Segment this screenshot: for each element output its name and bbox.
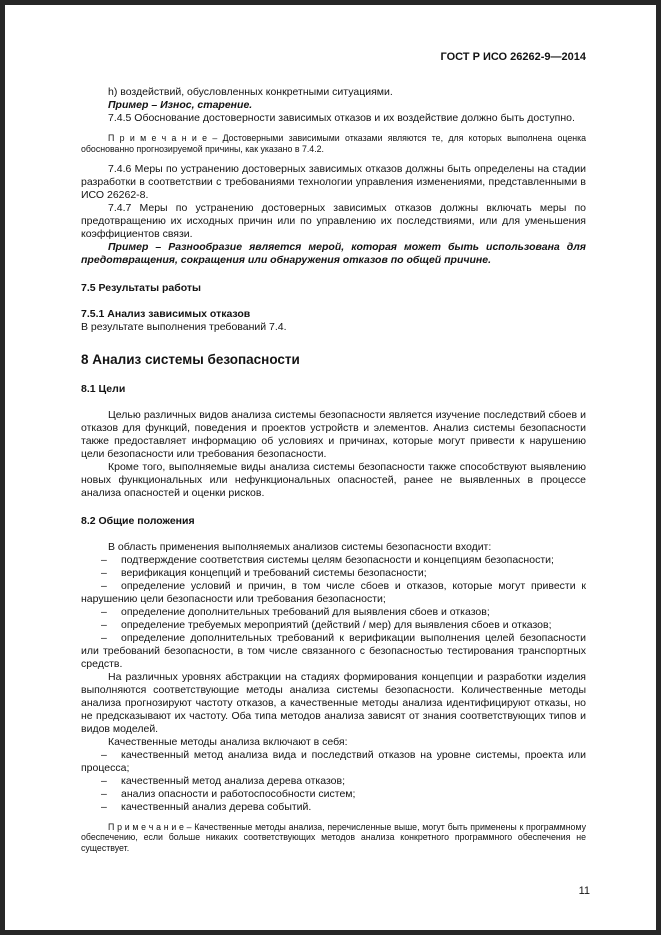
document-content (81, 86, 586, 854)
list-dash-marker: – (101, 631, 107, 644)
paragraph-body: 7.4.6 Меры по устранению достоверных зависимых отказов должны быть определены на стадии разработки в соответствии с требованиями технологии управления изменениями, представленными в ИСО 26262-8. (81, 162, 586, 201)
list-dash-marker: – (101, 605, 107, 618)
paragraph-body: 7.4.5 Обоснование достоверности зависимых отказов и их воздействие должно быть доступно. (108, 112, 575, 124)
paragraph-h2: 7.5 Результаты работы (81, 281, 201, 294)
paragraph-list (81, 801, 586, 814)
paragraph-list (81, 749, 586, 775)
paragraph-h1: 8 Анализ системы безопасности (81, 351, 300, 367)
list-item-text: определение условий и причин, в том числе сбоев и отказов, которые могут привести к нарушению цели безопасности или требования безопасности; (81, 579, 586, 605)
list-item-text: качественный метод анализа дерева отказов; (121, 774, 345, 787)
paragraph-body: Кроме того, выполняемые виды анализа системы безопасности также способствуют выявлению новых функциональных или нефункциональных опасностей, ранее не выявленных в процессе анализа опасностей и оценки рисков. (81, 460, 586, 499)
page-footer (579, 885, 590, 898)
list-item-text: определение требуемых мероприятий (действий / мер) для выявления сбоев и отказов; (121, 618, 552, 631)
paragraph-body: На различных уровнях абстракции на стадиях формирования концепции и разработки изделия выполняются соответствующие методы анализа системы безопасности. Количественные методы анализа прогнозируют частоту отказов, а качественные методы анализа идентифицируют отказы, но не предсказывают их частоту. Оба типа методов анализа зависят от знания соответствующих типов и видов моделей. (81, 670, 586, 735)
list-item-text: определение дополнительных требований для выявления сбоев и отказов; (121, 605, 490, 618)
paragraph-list (81, 632, 586, 671)
list-item-text: анализ опасности и работоспособности систем; (121, 787, 356, 800)
list-dash-marker: – (101, 579, 107, 592)
paragraph-h3: 7.5.1 Анализ зависимых отказов (81, 307, 251, 320)
list-dash-marker: – (101, 774, 107, 787)
page-header (81, 51, 586, 64)
paragraph-h2: 8.2 Общие положения (81, 514, 195, 527)
paragraph-note: П р и м е ч а н и е – Достоверными зависимыми отказами являются те, для которых выполнена оценка обоснованно прогнозируемой причины, как указано в 7.4.2. (81, 133, 586, 154)
paragraph-h2: 8.1 Цели (81, 382, 126, 395)
list-dash-marker: – (101, 553, 107, 566)
list-item-text: определение дополнительных требований к верификации выполнения целей безопасности или требований безопасности, в том числе связанного с безопасностью тестирования транспортных средств. (81, 631, 586, 670)
paragraph-list (81, 775, 586, 788)
paragraph-example: Пример – Износ, старение. (108, 99, 253, 111)
paragraph-example: Пример – Разнообразие является мерой, которая может быть использована для предотвращения, сокращения или обнаружения отказов по общей причине. (81, 240, 586, 266)
paragraph-body: Качественные методы анализа включают в себя: (108, 735, 348, 748)
page-number: 11 (578, 885, 590, 897)
paragraph-list (81, 788, 586, 801)
paragraph-body: 7.4.7 Меры по устранению достоверных зависимых отказов должны включать меры по предотвращению их исходных причин или по управлению их последствиями, или для уменьшения коэффициентов связи. (81, 201, 586, 240)
list-item-text: качественный метод анализа вида и последствий отказов на уровне системы, проекта или процесса; (81, 748, 586, 774)
paragraph-list (81, 606, 586, 619)
list-dash-marker: – (101, 748, 107, 761)
paragraph-list (81, 554, 586, 567)
list-item-text: качественный анализ дерева событий. (121, 800, 312, 813)
paragraph-body: В область применения выполняемых анализов системы безопасности входит: (108, 540, 492, 553)
list-dash-marker: – (101, 618, 107, 631)
list-dash-marker: – (101, 566, 107, 579)
list-dash-marker: – (101, 800, 107, 813)
list-item-text: подтверждение соответствия системы целям безопасности и концепциям безопасности; (121, 553, 554, 566)
doc-number: ГОСТ Р ИСО 26262-9—2014 (440, 51, 586, 63)
paragraph-note: П р и м е ч а н и е – Качественные методы анализа, перечисленные выше, могут быть применены к программному обеспечению, если больше никаких соответствующих методов анализа конкретного программного обеспечения не существует. (81, 821, 586, 854)
list-item-text: верификация концепций и требований системы безопасности; (121, 566, 427, 579)
paragraph-body: h) воздействий, обусловленных конкретными ситуациями. (108, 86, 393, 98)
paragraph-list (81, 619, 586, 632)
paragraph-body: Целью различных видов анализа системы безопасности является изучение последствий сбоев и отказов для функций, поведения и проектов устройств и элементов. Анализ системы безопасности также предоставляет информацию об условиях и причинах, которые могут привести к нарушению цели безопасности или требования безопасности. (81, 408, 586, 460)
paragraph-list (81, 580, 586, 606)
paragraph-body-flush: В результате выполнения требований 7.4. (81, 320, 287, 333)
list-dash-marker: – (101, 787, 107, 800)
paragraph-list (81, 567, 586, 580)
